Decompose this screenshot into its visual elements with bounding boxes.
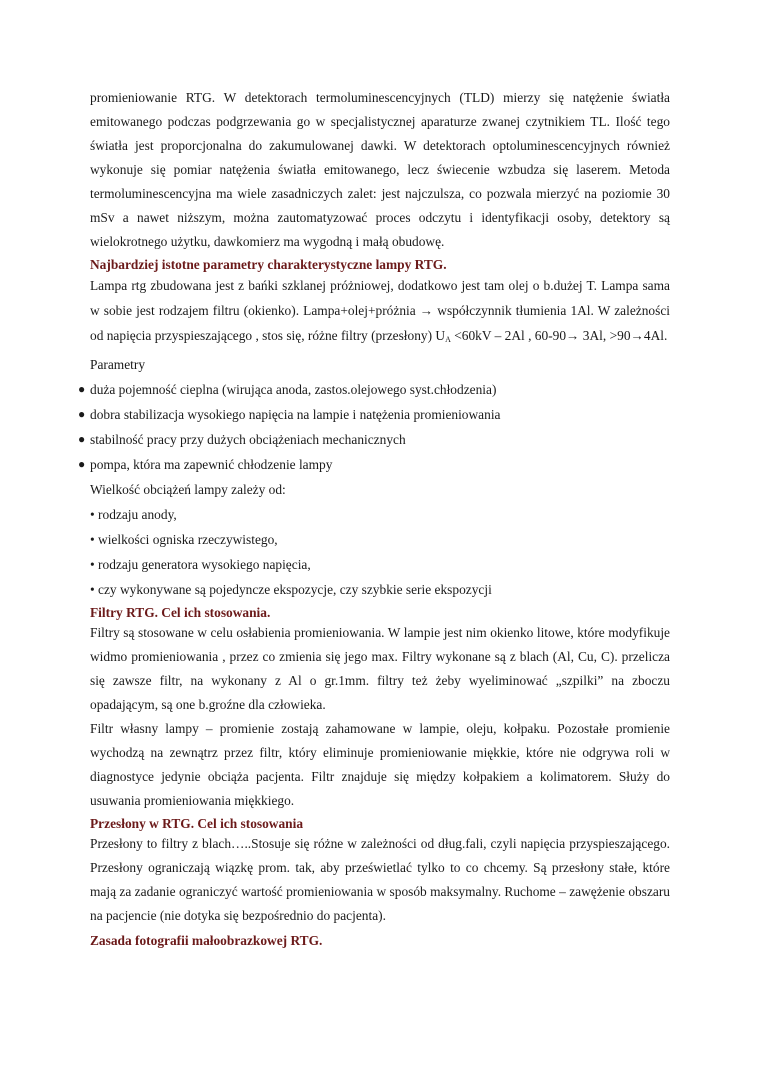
lamp-paragraph: Lampa rtg zbudowana jest z bańki szklanej próżniowej, dodatkowo jest tam olej o b.dużej T. Lampa sama w sobie jest rodzajem filtru (okienko). Lampa+olej+próżnia → współczynnik tłumienia 1Al. W zależności od napięcia przyspieszającego , stos się, różne filtry (przesłony) $U_A <60kV - 2Al$ , 60-90→ 3Al, >90→4Al. xyxy=(90,278,670,344)
load-item: • rodzaju generatora wysokiego napięcia, xyxy=(90,557,311,572)
list-item: ● stabilność pracy przy dużych obciążeniach mechanicznych xyxy=(90,427,670,452)
load-label: Wielkość obciążeń lampy zależy od: xyxy=(90,482,286,497)
list-item: ● dobra stabilizacja wysokiego napięcia na lampie i natężenia promieniowania xyxy=(90,402,670,427)
bullet-icon: ● xyxy=(78,382,86,396)
filters-paragraph-2: Filtr własny lampy – promienie zostają zahamowane w lampie, oleju, kołpaku. Pozostałe promienie wychodzą na zewnątrz przez filtr, który eliminuje promieniowanie miękkie, które nie odgrywa roli w diagnostyce jedynie obciąża pacjenta. Filtr znajduje się między kołpakiem a kolimatorem. Służy do usuwania promieniowania miękkiego. xyxy=(90,721,670,808)
bullet-icon: ● xyxy=(78,432,86,446)
load-item: • rodzaju anody, xyxy=(90,507,177,522)
filters-paragraph-1: Filtry są stosowane w celu osłabienia promieniowania. W lampie jest nim okienko litowe, które modyfikuje widmo promieniowania , przez co zmienia się jego max. Filtry wykonane są z blach (Al, Cu, C). przelicza się zawsze filtr, na wykonany z Al o gr.1mm. filtry też żeby wyeliminować „szpilki” na zboczu opadającym, są one b.groźne dla człowieka. xyxy=(90,625,670,712)
section-heading-miniature-photo: Zasada fotografii małoobrazkowej RTG. xyxy=(90,933,323,948)
apertures-paragraph: Przesłony to filtry z blach…..Stosuje się różne w zależności od dług.fali, czyli napięcia przyspieszającego. Przesłony ograniczają wiązkę prom. tak, aby prześwietlać tylko to co chcemy. Są przesłony stałe, które mają za zadanie ograniczyć wartość promieniowania w sposób maksymalny. Ruchome – zawężenie obszaru na pacjencie (nie dotyka się bezpośrednio do pacjenta). xyxy=(90,836,670,923)
intro-paragraph: promieniowanie RTG. W detektorach termoluminescencyjnych (TLD) mierzy się natężenie światła emitowanego podczas podgrzewania go w specjalistycznej aparaturze zwanej czytnikiem TL. Ilość tego światła jest proporcjonalna do zakumulowanej dawki. W detektorach optoluminescencyjnych również wykonuje się pomiar natężenia światła emitowanego, lecz świecenie wzbudza się laserem. Metoda termoluminescencyjna ma wiele zasadniczych zalet: jest najczulsza, co pozwala mierzyć na poziomie 30 mSv a nawet niższym, można zautomatyzować proces odczytu i identyfikacji osoby, detektory są wielokrotnego użytku, dawkomierz ma wygodną i małą obudowę. xyxy=(90,90,670,249)
params-label: Parametry xyxy=(90,357,146,372)
list-item: ● duża pojemność cieplna (wirująca anoda, zastos.olejowego syst.chłodzenia) xyxy=(90,377,670,402)
load-item: • czy wykonywane są pojedyncze ekspozycje, czy szybkie serie ekspozycji xyxy=(90,582,492,597)
list-item: ● pompa, która ma zapewnić chłodzenie lampy xyxy=(90,452,670,477)
section-heading-lamp-parameters: Najbardziej istotne parametry charakterystyczne lampy RTG. xyxy=(90,257,447,272)
load-item: • wielkości ogniska rzeczywistego, xyxy=(90,532,278,547)
section-heading-apertures: Przesłony w RTG. Cel ich stosowania xyxy=(90,816,304,831)
bullet-icon: ● xyxy=(78,407,86,421)
document-page xyxy=(78,86,670,949)
section-heading-filters: Filtry RTG. Cel ich stosowania. xyxy=(90,605,271,620)
bullet-icon: ● xyxy=(78,457,86,471)
params-list xyxy=(78,377,670,477)
